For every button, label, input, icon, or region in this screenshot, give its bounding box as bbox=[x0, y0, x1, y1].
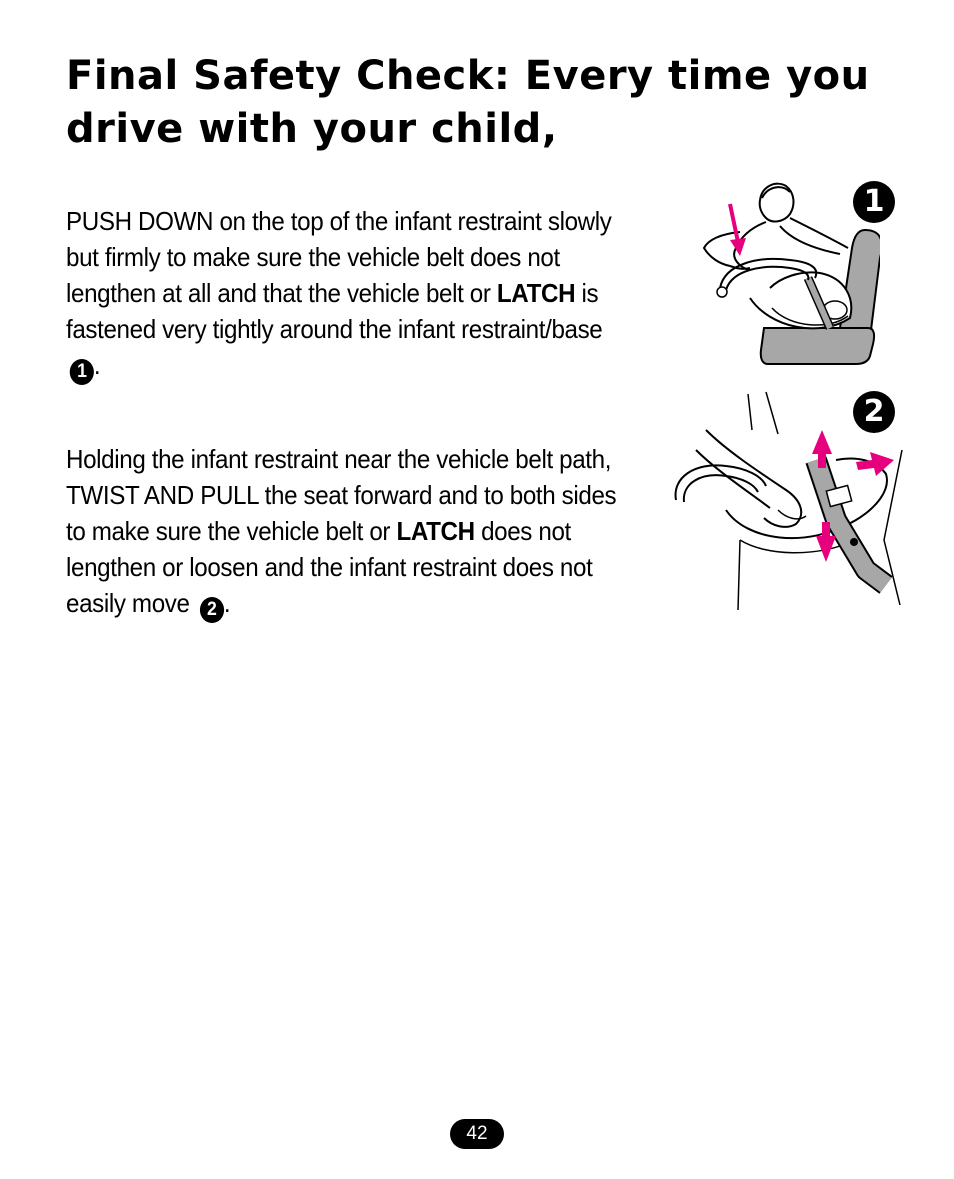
step-1-text: PUSH DOWN on the top of the infant restraint slowly but firmly to make sure the vehicle belt does not lengthen at all and that the vehicle belt or bbox=[66, 206, 612, 308]
step-1-period: . bbox=[93, 350, 101, 380]
figure-1-number: 1 bbox=[853, 181, 895, 223]
step-1-paragraph bbox=[66, 203, 624, 385]
step-2-marker: 2 bbox=[200, 597, 224, 623]
step-2-latch: LATCH bbox=[396, 516, 475, 546]
step-2-period: . bbox=[223, 588, 231, 618]
step-1-marker: 1 bbox=[70, 359, 94, 385]
page-title: Final Safety Check: Every time you drive with your child, bbox=[66, 53, 870, 152]
push-down-illustration bbox=[680, 178, 880, 366]
step-1-text-end: is fastened very tightly around the infant restraint/base bbox=[66, 278, 603, 344]
figure-2-number: 2 bbox=[853, 391, 895, 433]
page-number: 42 bbox=[450, 1119, 504, 1149]
step-1-latch: LATCH bbox=[496, 278, 576, 308]
step-2-paragraph bbox=[66, 441, 624, 623]
step-2-text: Holding the infant restraint near the vehicle belt path, TWIST AND PULL the seat forward and to both sides to make sure the vehicle belt or bbox=[66, 444, 617, 546]
step-2-text-end: does not lengthen or loosen and the infant restraint does not easily move bbox=[66, 516, 593, 618]
